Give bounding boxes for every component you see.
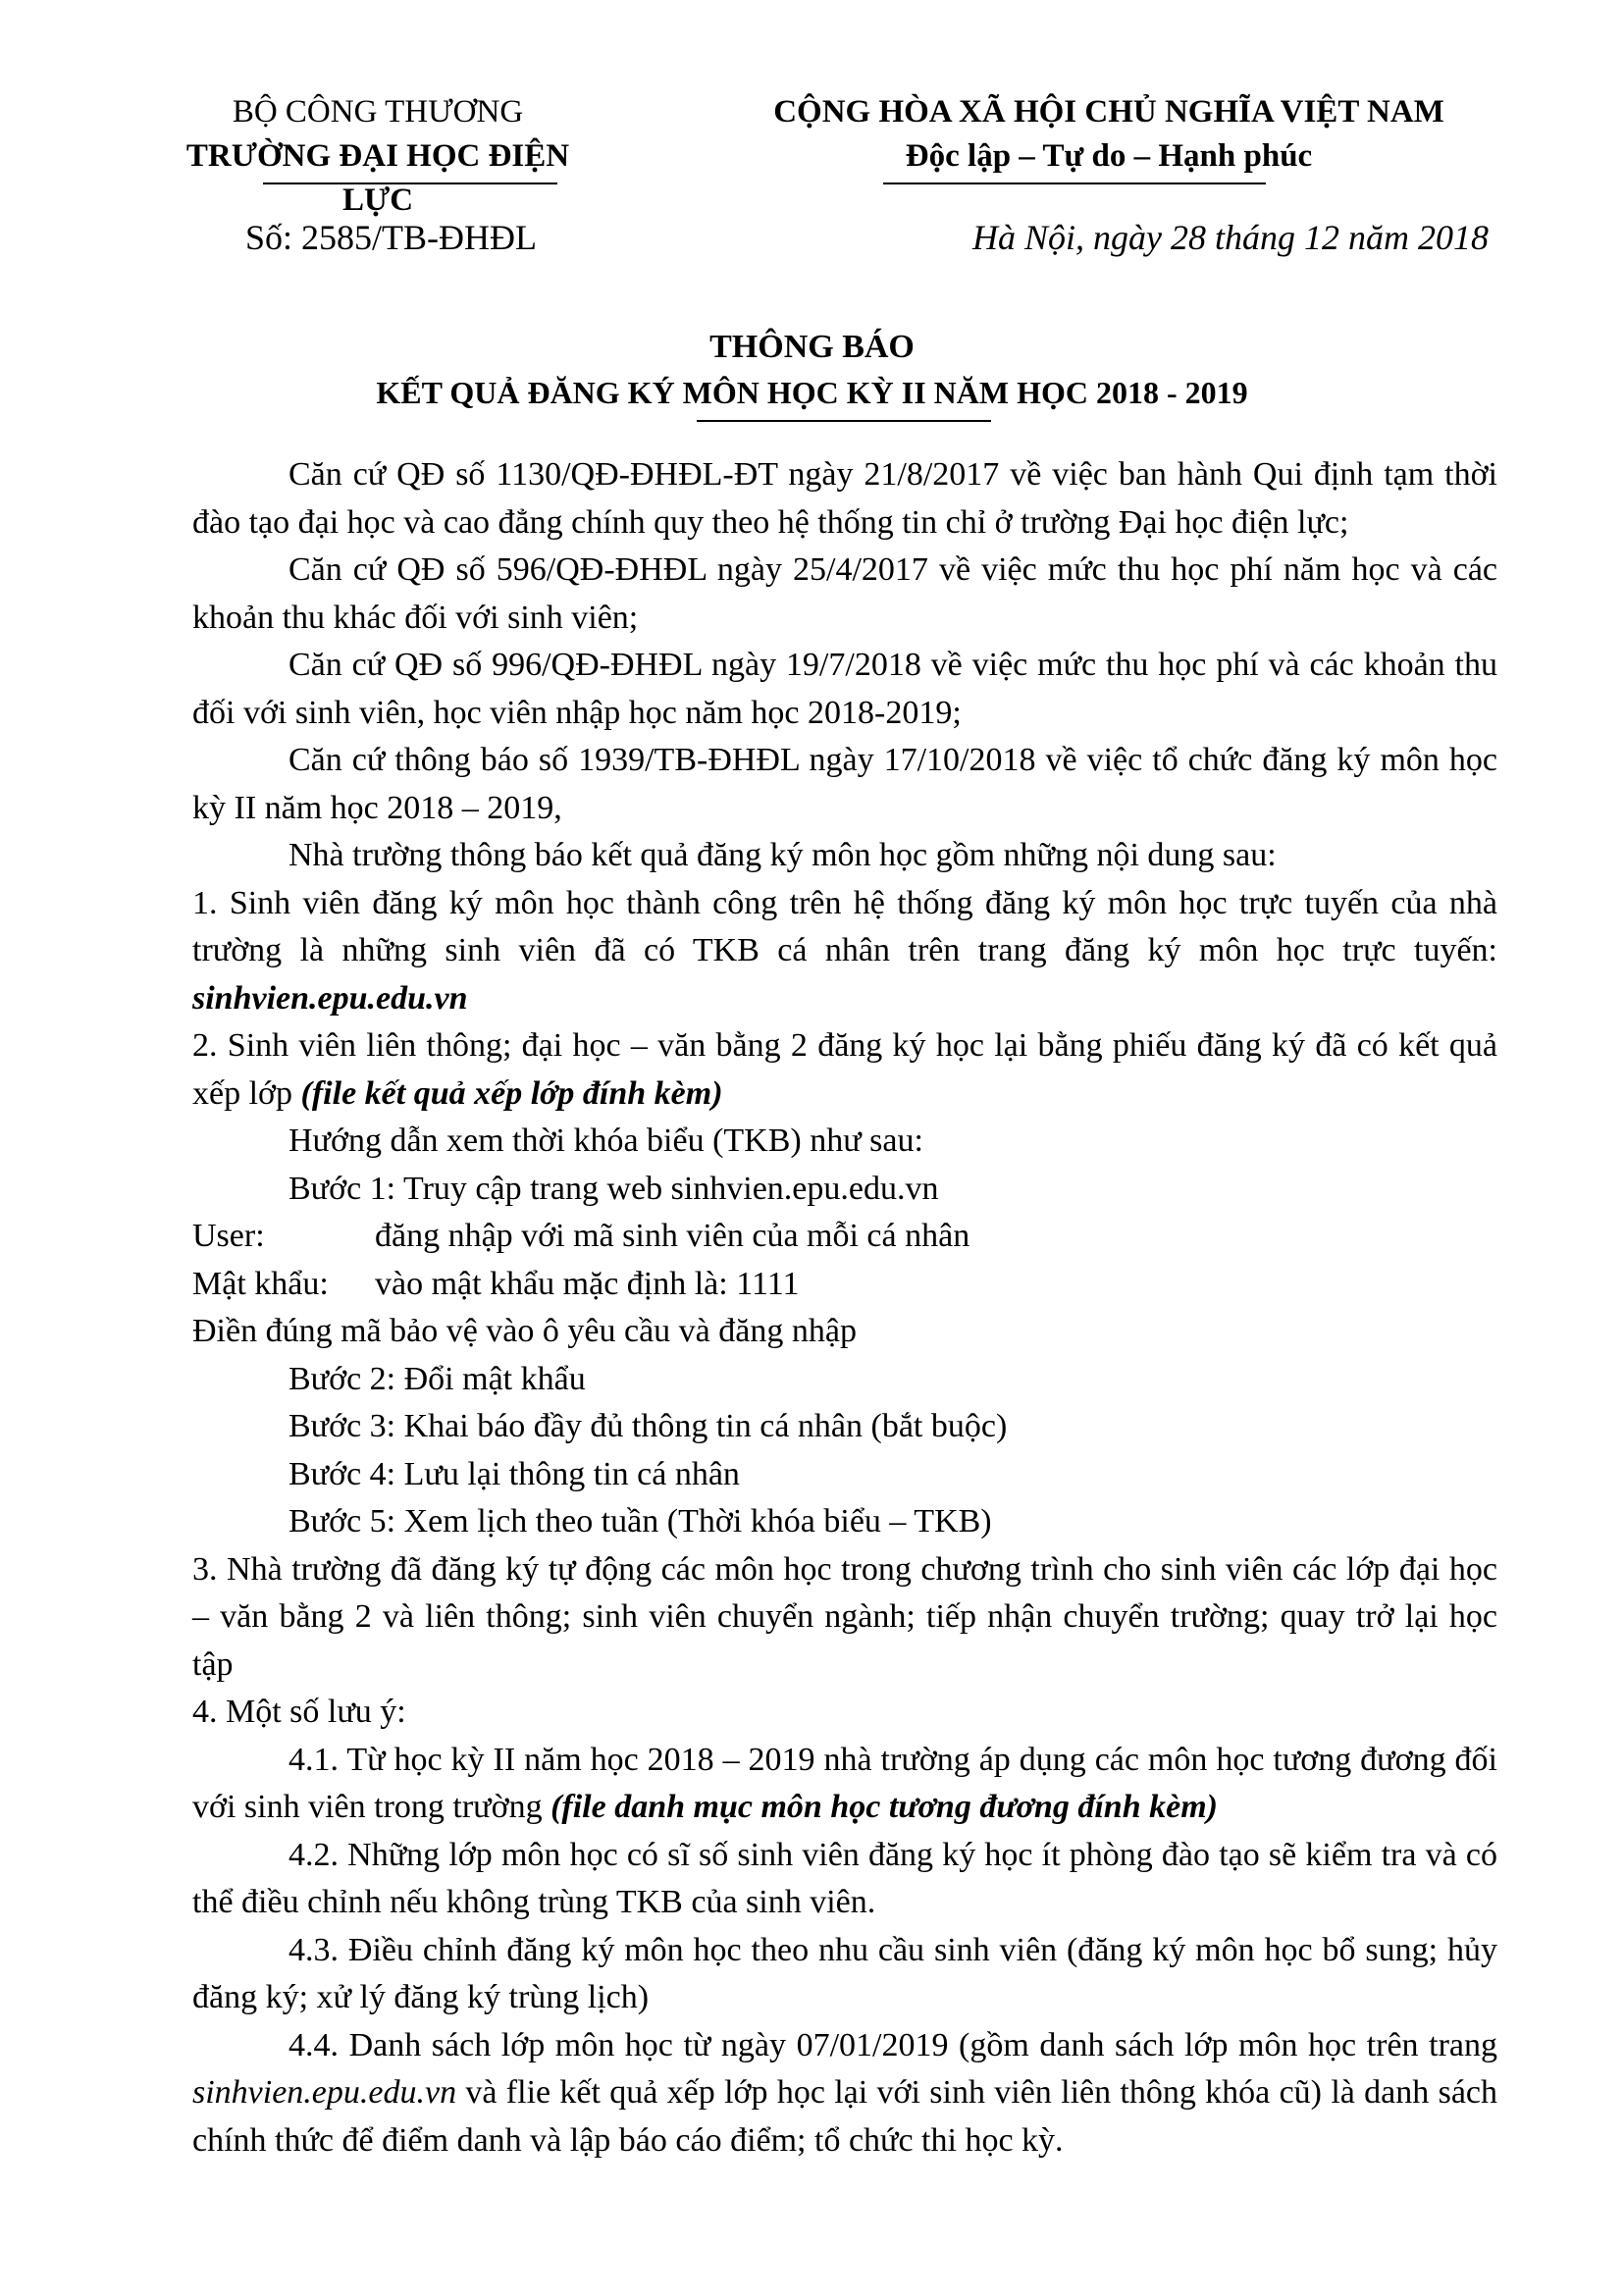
issuer-underline	[263, 183, 557, 184]
user-label: User:	[192, 1218, 265, 1254]
country-name: CỘNG HÒA XÃ HỘI CHỦ NGHĨA VIỆT NAM	[773, 94, 1444, 130]
item-2-note: (file kết quả xếp lớp đính kèm)	[300, 1074, 723, 1112]
note-4-4-link: sinhvien.epu.edu.vn	[192, 2074, 457, 2111]
guide-step-4: Bước 4: Lưu lại thông tin cá nhân	[288, 1455, 740, 1492]
password-text: vào mật khẩu mặc định là: 1111	[375, 1265, 800, 1302]
password-label: Mật khẩu:	[192, 1265, 329, 1302]
note-4-1-text: 4.1. Từ học kỳ II năm học 2018 – 2019 nhà trường áp dụng các môn học tương đương đối với sinh viên trong trường	[192, 1741, 1497, 1825]
motto-underline	[883, 183, 1266, 184]
note-4-4	[192, 2022, 1497, 2166]
item-1-link: sinhvien.epu.edu.vn	[192, 979, 468, 1017]
item-1-text: 1. Sinh viên đăng ký môn học thành công trên hệ thống đăng ký môn học trực tuyến của nhà trường là những sinh viên đã có TKB cá nhân trên trang đăng ký môn học trực tuyến:	[192, 884, 1497, 968]
document-date: Hà Nội, ngày 28 tháng 12 năm 2018	[972, 218, 1489, 257]
title-underline	[697, 420, 991, 422]
document-number: Số: 2585/TB-ĐHĐL	[245, 218, 537, 257]
guide-title: Hướng dẫn xem thời khóa biểu (TKB) như sau:	[288, 1122, 923, 1159]
issuer-block	[167, 90, 589, 223]
ministry-name: BỘ CÔNG THƯƠNG	[232, 94, 524, 130]
item-1	[192, 880, 1497, 1023]
guide-step-5: Bước 5: Xem lịch theo tuần (Thời khóa biểu – TKB)	[288, 1503, 992, 1539]
note-4-1	[192, 1737, 1497, 1832]
school-name: TRƯỜNG ĐẠI HỌC ĐIỆN LỰC	[185, 138, 570, 218]
intro-paragraph: Nhà trường thông báo kết quả đăng ký môn học gồm những nội dung sau:	[288, 837, 1277, 873]
user-text: đăng nhập với mã sinh viên của mỗi cá nhân	[375, 1218, 970, 1254]
basis-paragraph-2: Căn cứ QĐ số 596/QĐ-ĐHĐL ngày 25/4/2017 về việc mức thu học phí năm học và các khoản thu khác đối với sinh viên;	[192, 551, 1497, 636]
note-4-3: 4.3. Điều chỉnh đăng ký môn học theo nhu cầu sinh viên (đăng ký môn học bổ sung; hủy đăng ký; xử lý đăng ký trùng lịch)	[192, 1931, 1497, 2015]
password-line	[192, 1261, 1497, 1309]
basis-paragraph-3: Căn cứ QĐ số 996/QĐ-ĐHĐL ngày 19/7/2018 về việc mức thu học phí và các khoản thu đối với sinh viên, học viên nhập học năm học 2018-2019;	[192, 647, 1497, 731]
item-4: 4. Một số lưu ý:	[192, 1694, 406, 1730]
note-4-4-text-a: 4.4. Danh sách lớp môn học từ ngày 07/01/2019 (gồm danh sách lớp môn học trên trang	[288, 2026, 1497, 2063]
item-2-text: 2. Sinh viên liên thông; đại học – văn bằng 2 đăng ký học lại bằng phiếu đăng ký đã có kết quả xếp lớp	[192, 1027, 1497, 1112]
guide-step-3: Bước 3: Khai báo đầy đủ thông tin cá nhân (bắt buộc)	[288, 1408, 1008, 1444]
guide-step-2: Bước 2: Đổi mật khẩu	[288, 1360, 586, 1397]
note-4-4-text-b: và flie kết quả xếp lớp học lại với sinh viên liên thông khóa cũ) là danh sách chính thức để điểm danh và lập báo cáo điểm; tổ chức thi học kỳ.	[192, 2074, 1497, 2159]
note-4-2: 4.2. Những lớp môn học có sĩ số sinh viên đăng ký học ít phòng đào tạo sẽ kiểm tra và có thể điều chỉnh nếu không trùng TKB của sinh viên.	[192, 1836, 1497, 1920]
basis-paragraph-1: Căn cứ QĐ số 1130/QĐ-ĐHĐL-ĐT ngày 21/8/2017 về việc ban hành Qui định tạm thời đào tạo đại học và cao đẳng chính quy theo hệ thống tin chỉ ở trường Đại học điện lực;	[192, 456, 1497, 541]
captcha-line: Điền đúng mã bảo vệ vào ô yêu cầu và đăng nhập	[192, 1313, 857, 1349]
note-4-1-file: (file danh mục môn học tương đương đính kèm)	[550, 1789, 1218, 1825]
document-body	[192, 451, 1497, 2165]
document-subtitle: KẾT QUẢ ĐĂNG KÝ MÔN HỌC KỲ II NĂM HỌC 2018 - 2019	[376, 375, 1248, 410]
item-3: 3. Nhà trường đã đăng ký tự động các môn học trong chương trình cho sinh viên các lớp đại học – văn bằng 2 và liên thông; sinh viên chuyển ngành; tiếp nhận chuyển trường; quay trở lại học tập	[192, 1550, 1497, 1683]
national-motto: Độc lập – Tự do – Hạnh phúc	[905, 138, 1313, 174]
national-header	[726, 90, 1492, 179]
document-title: THÔNG BÁO	[709, 329, 915, 365]
basis-paragraph-4: Căn cứ thông báo số 1939/TB-ĐHĐL ngày 17/10/2018 về việc tổ chức đăng ký môn học kỳ II năm học 2018 – 2019,	[192, 742, 1497, 826]
item-2	[192, 1022, 1497, 1118]
user-line	[192, 1213, 1497, 1261]
guide-step-1: Bước 1: Truy cập trang web sinhvien.epu.edu.vn	[288, 1170, 939, 1207]
